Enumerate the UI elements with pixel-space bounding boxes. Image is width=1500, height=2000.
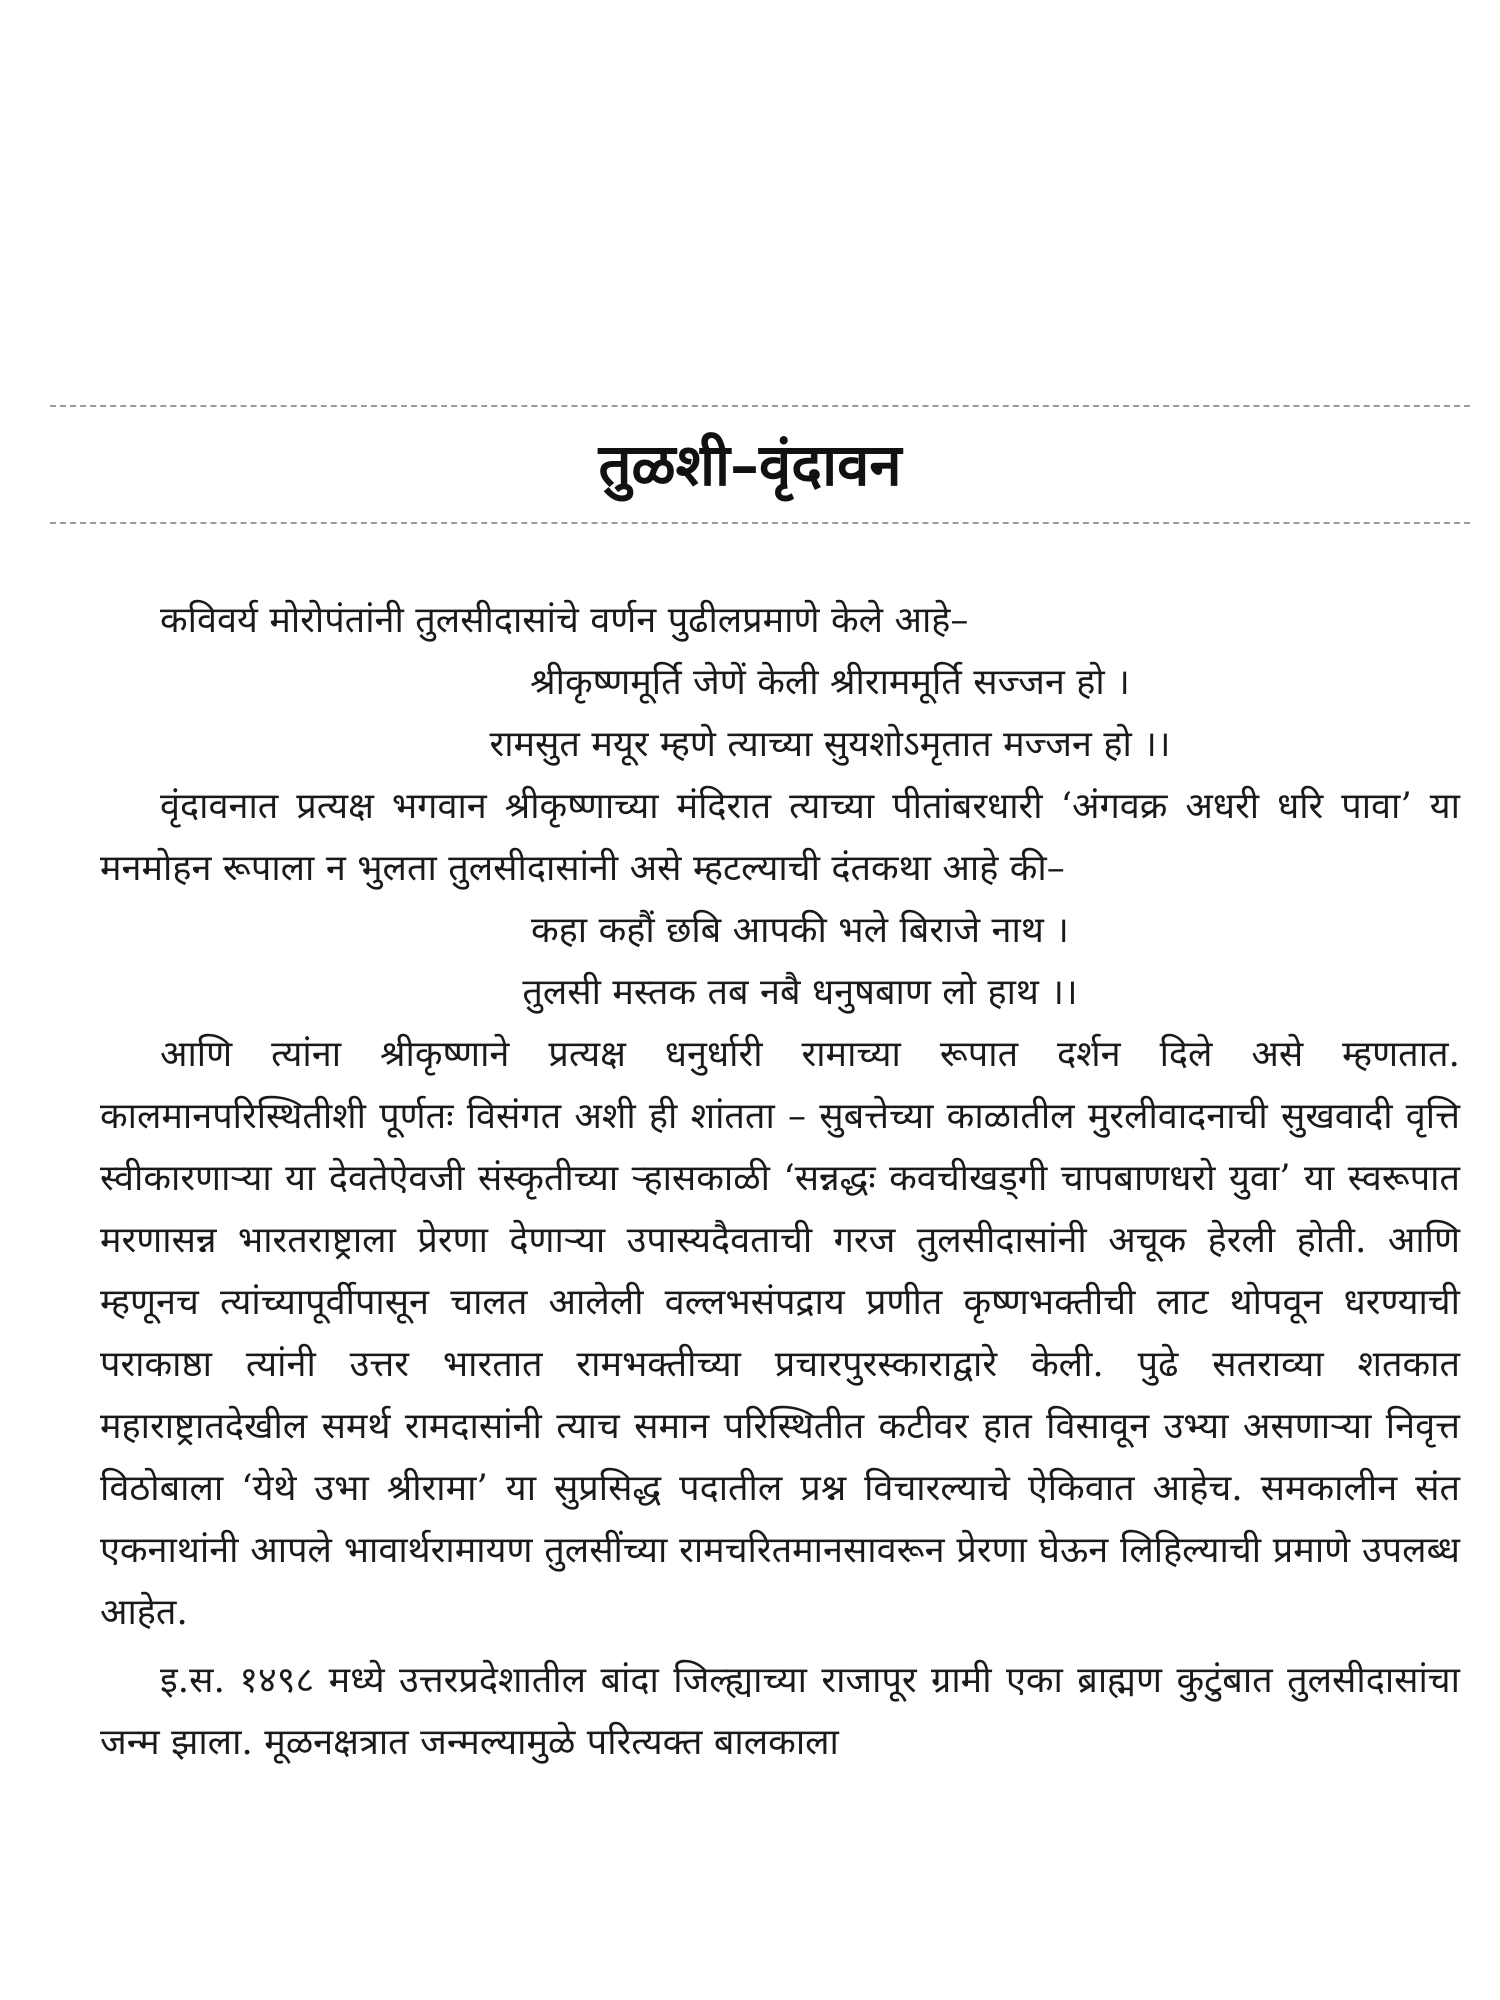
top-divider <box>50 405 1470 407</box>
paragraph: वृंदावनात प्रत्यक्ष भगवान श्रीकृष्णाच्या मंदिरात त्याच्या पीतांबरधारी ‘अंगवक्र अधरी धरि पावा’ या मनमोहन रूपाला न भुलता तुलसीदासांनी असे म्हटल्याची दंतकथा आहे की– <box>100 786 1460 889</box>
bottom-divider <box>50 522 1470 524</box>
intro-paragraph: कविवर्य मोरोपंतांनी तुलसीदासांचे वर्णन पुढीलप्रमाणे केले आहे– <box>160 600 969 641</box>
body-text <box>100 590 1460 1774</box>
paragraph: आणि त्यांना श्रीकृष्णाने प्रत्यक्ष धनुर्धारी रामाच्या रूपात दर्शन दिले असे म्हणतात. कालमानपरिस्थितीशी पूर्णतः विसंगत अशी ही शांतता – सुबत्तेच्या काळातील मुरलीवादनाची सुखवादी वृत्ति स्वीकारणाऱ्या या देवतेऐवजी संस्कृतीच्या ऱ्हासकाळी ‘सन्नद्धः कवचीखड्गी चापबाणधरो युवा’ या स्वरूपात मरणासन्न भारतराष्ट्राला प्रेरणा देणाऱ्या उपास्यदैवताची गरज तुलसीदासांनी अचूक हेरली होती. आणि म्हणूनच त्यांच्यापूर्वीपासून चालत आलेली वल्लभसंपद्राय प्रणीत कृष्णभक्तीची लाट थोपवून धरण्याची पराकाष्ठा त्यांनी उत्तर भारतात रामभक्तीच्या प्रचारपुरस्काराद्वारे केली. पुढे सतराव्या शतकात महाराष्ट्रातदेखील समर्थ रामदासांनी त्याच समान परिस्थितीत कटीवर हात विसावून उभ्या असणाऱ्या निवृत्त विठोबाला ‘येथे उभा श्रीरामा’ या सुप्रसिद्ध पदातील प्रश्न विचारल्याचे ऐकिवात आहेच. समकालीन संत एकनाथांनी आपले भावार्थरामायण तुलसींच्या रामचरितमानसावरून प्रेरणा घेऊन लिहिल्याची प्रमाणे उपलब्ध आहेत. <box>100 1034 1460 1633</box>
verse-line: कहा कहौं छबि आपकी भले बिराजे नाथ । <box>531 910 1069 951</box>
page-title: तुळशी–वृंदावन <box>598 431 902 499</box>
paragraph: इ.स. १४९८ मध्ये उत्तरप्रदेशातील बांदा जिल्ह्याच्या राजापूर ग्रामी एका ब्राह्मण कुटुंबात तुलसीदासांचा जन्म झाला. मूळनक्षत्रात जन्मल्यामुळे परित्यक्त बालकाला <box>100 1660 1460 1763</box>
verse-line: रामसुत मयूर म्हणे त्याच्या सुयशोऽमृतात मज्जन हो ।। <box>489 724 1171 765</box>
verse-line: तुलसी मस्तक तब नबै धनुषबाण लो हाथ ।। <box>522 972 1078 1013</box>
verse-line: श्रीकृष्णमूर्ति जेणें केली श्रीराममूर्ति सज्जन हो । <box>530 662 1130 703</box>
